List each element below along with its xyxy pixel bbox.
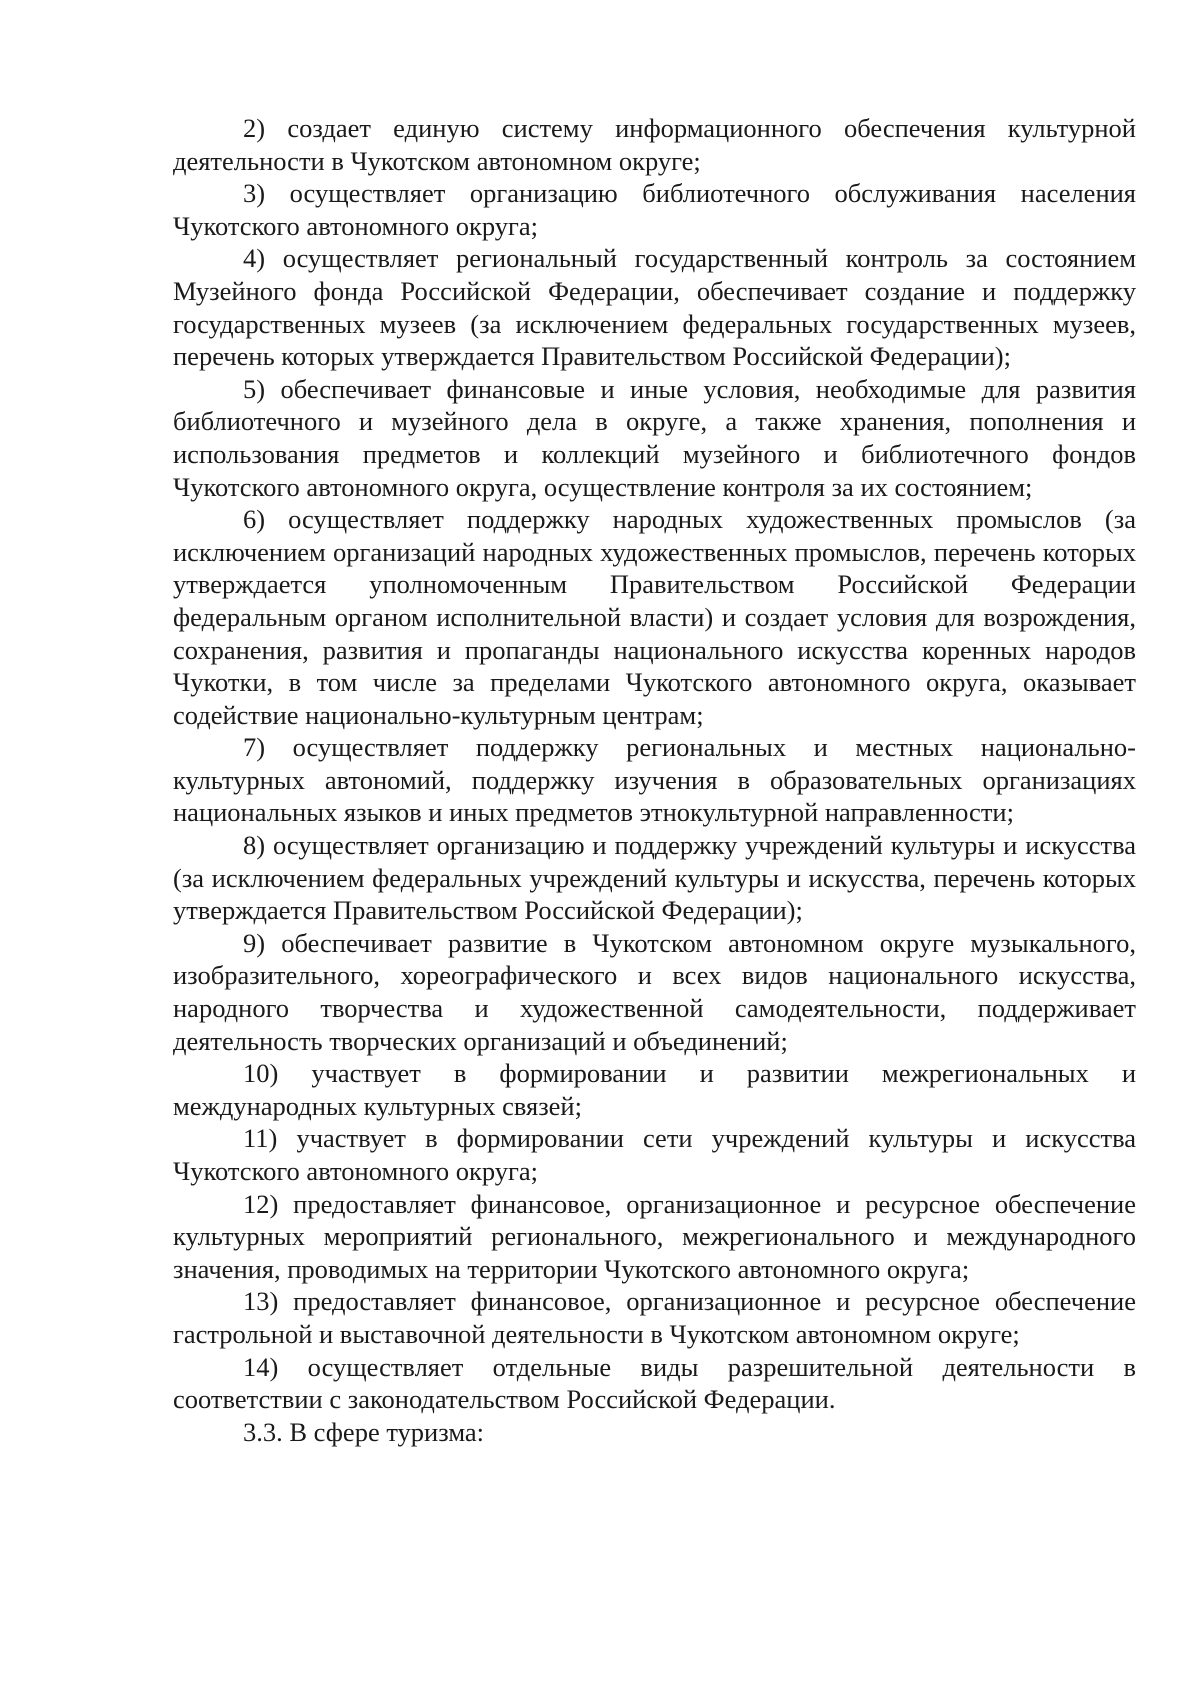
- document-page: [173, 112, 1136, 1448]
- paragraph-item-3: 3) осуществляет организацию библиотечного обслуживания населения Чукотского автономного округа;: [173, 178, 1136, 241]
- paragraph-item-4: 4) осуществляет региональный государственный контроль за состоянием Музейного фонда Российской Федерации, обеспечивает создание и поддержку государственных музеев (за исключением федеральных государственных музеев, перечень которых утверждается Правительством Российской Федерации);: [173, 243, 1136, 372]
- paragraph-item-7: 7) осуществляет поддержку региональных и местных национально-культурных автономий, поддержку изучения в образовательных организациях национальных языков и иных предметов этнокультурной направленности;: [173, 732, 1136, 828]
- paragraph-item-9: 9) обеспечивает развитие в Чукотском автономном округе музыкального, изобразительного, хореографического и всех видов национального искусства, народного творчества и художественной самодеятельности, поддерживает деятельность творческих организаций и объединений;: [173, 927, 1136, 1056]
- paragraph-item-12: 12) предоставляет финансовое, организационное и ресурсное обеспечение культурных мероприятий регионального, межрегионального и международного значения, проводимых на территории Чукотского автономного округа;: [173, 1188, 1136, 1284]
- paragraph-item-2: 2) создает единую систему информационного обеспечения культурной деятельности в Чукотском автономном округе;: [173, 113, 1136, 176]
- paragraph-item-14: 14) осуществляет отдельные виды разрешительной деятельности в соответствии с законодательством Российской Федерации.: [173, 1351, 1136, 1415]
- paragraph-item-11: 11) участвует в формировании сети учреждений культуры и искусства Чукотского автономного округа;: [173, 1123, 1136, 1186]
- paragraph-item-13: 13) предоставляет финансовое, организационное и ресурсное обеспечение гастрольной и выставочной деятельности в Чукотском автономном округе;: [173, 1286, 1136, 1349]
- paragraph-item-5: 5) обеспечивает финансовые и иные условия, необходимые для развития библиотечного и музейного дела в округе, а также хранения, пополнения и использования предметов и коллекций музейного и библиотечного фондов Чукотского автономного округа, осуществление контроля за их состоянием;: [173, 373, 1136, 502]
- paragraph-item-8: 8) осуществляет организацию и поддержку учреждений культуры и искусства (за исключением федеральных учреждений культуры и искусства, перечень которых утверждается Правительством Российской Федерации);: [173, 830, 1136, 926]
- section-heading-tourism: 3.3. В сфере туризма:: [243, 1416, 485, 1447]
- paragraph-item-10: 10) участвует в формировании и развитии межрегиональных и международных культурных связей;: [173, 1058, 1136, 1121]
- paragraph-item-6: 6) осуществляет поддержку народных художественных промыслов (за исключением организаций народных художественных промыслов, перечень которых утверждается уполномоченным Правительством Российской Федерации федеральным органом исполнительной власти) и создает условия для возрождения, сохранения, развития и пропаганды национального искусства коренных народов Чукотки, в том числе за пределами Чукотского автономного округа, оказывает содействие национально-культурным центрам;: [173, 504, 1136, 730]
